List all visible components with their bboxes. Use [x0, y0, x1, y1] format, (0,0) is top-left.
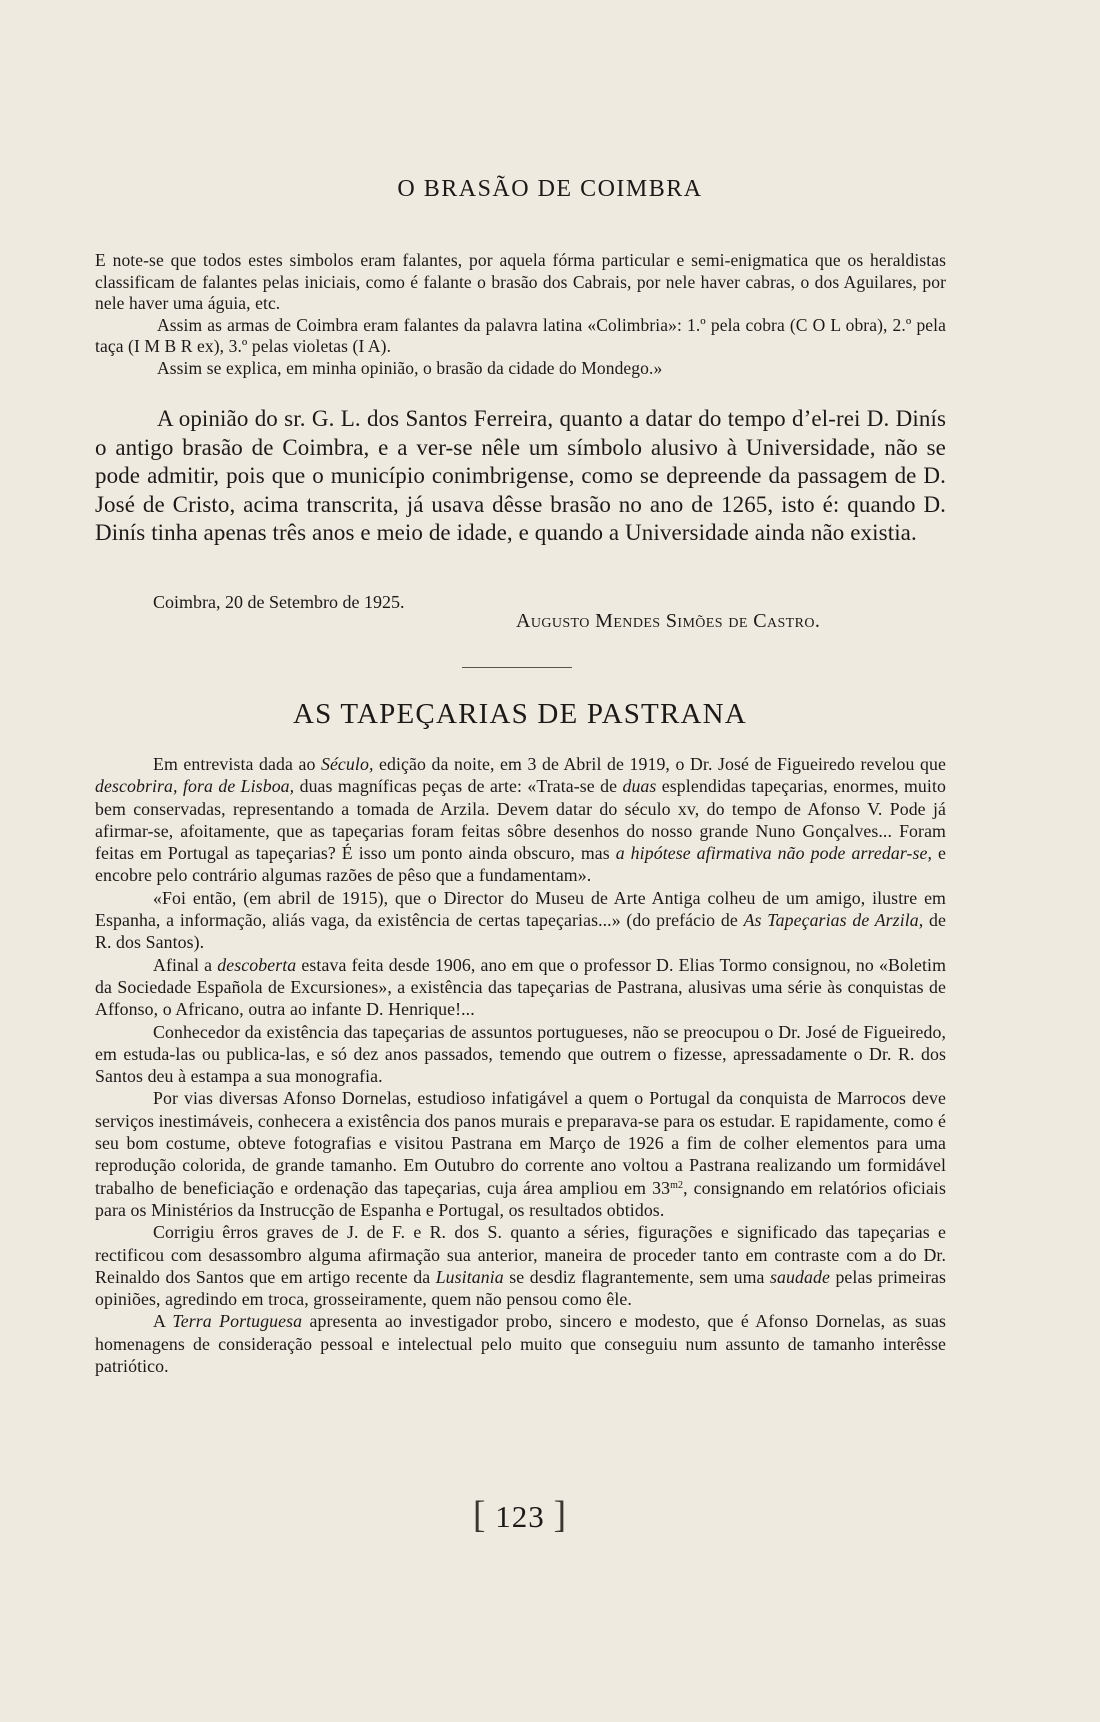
- section-divider: [462, 667, 572, 668]
- dateline: Coimbra, 20 de Setembro de 1925.: [153, 592, 405, 612]
- body-paragraph-1: Em entrevista dada ao Século, edição da noite, em 3 de Abril de 1919, o Dr. José de Figueiredo revelou que descobrira, fora de Lisboa, duas magníficas peças de arte: «Trata-se de duas esplendidas tapeçarias, enormes, muito bem conservadas, representando a tomada de Arzila. Devem datar do século xv, do tempo de Afonso V. Pode já afirmar-se, afoitamente, que as tapeçarias foram feitas sôbre desenhos do nosso grande Nuno Gonçalves... Foram feitas em Portugal as tapeçarias? É isso um ponto ainda obscuro, mas a hipótese afirmativa não pode arredar-se, e encobre pelo contrário algumas razões de pêso que a fundamentam».: [95, 754, 946, 886]
- body-paragraph-4: Conhecedor da existência das tapeçarias de assuntos portugueses, não se preocupou o Dr. José de Figueiredo, em estuda-las ou publica-las, e só dez anos passados, temendo que outrem o fizesse, apressadamente o Dr. R. dos Santos deu à estampa a sua monografia.: [95, 1021, 946, 1087]
- body-paragraph-7: A Terra Portuguesa apresenta ao investigador probo, sincero e modesto, que é Afonso Dornelas, as suas homenagens de consideração pessoal e intelectual pelo muito que conseguiu num assunto de tamanho interêsse patriótico.: [95, 1311, 946, 1377]
- conclusion-passage: [95, 405, 946, 548]
- quote-paragraph-2: Assim as armas de Coimbra eram falantes da palavra latina «Colimbria»: 1.º pela cobra (C O L obra), 2.º pela taça (I M B R ex), 3.º pelas violetas (I A).: [95, 314, 946, 357]
- author-signature: Augusto Mendes Simões de Castro.: [516, 610, 821, 632]
- article-title-brasao: O BRASÃO DE COIMBRA: [397, 176, 703, 202]
- quote-paragraph-1: E note-se que todos estes simbolos eram falantes, por aquela fórma particular e semi-enigmatica que os heraldistas classificam de falantes pelas iniciais, como é falante o brasão dos Cabrais, por nele haver cabras, o dos Aguilares, por nele haver uma águia, etc.: [95, 250, 946, 314]
- page-number-value: 123: [495, 1499, 545, 1534]
- article-title-tapecarias: AS TAPEÇARIAS DE PASTRANA: [293, 698, 747, 730]
- quoted-passage: [95, 250, 946, 380]
- article-body: [95, 753, 946, 1377]
- body-paragraph-5: Por vias diversas Afonso Dornelas, estudioso infatigável a quem o Portugal da conquista de Marrocos deve serviços inestimáveis, conhecera a existência dos panos murais e preparava-se para os estudar. E rapidamente, como é seu bom costume, obteve fotografias e visitou Pastrana em Março de 1926 a fim de colher elementos para uma reprodução colorida, de grande tamanho. Em Outubro do corrente ano voltou a Pastrana realizando um formidável trabalho de beneficiação e ordenação das tapeçarias, cuja área ampliou em $33^{m2}$, consignando em relatórios oficiais para os Ministérios da Instrucção de Espanha e Portugal, os resultados obtidos.: [95, 1088, 946, 1220]
- body-paragraph-3: Afinal a descoberta estava feita desde 1906, ano em que o professor D. Elias Tormo consignou, no «Boletim da Sociedade Española de Excursiones», a existência das tapeçarias de Pastrana, alusivas uma série às conquistas de Affonso, o Africano, outra ao infante D. Henrique!...: [95, 954, 947, 1020]
- bracket-right: ]: [553, 1494, 568, 1536]
- body-paragraph-6: Corrigiu êrros graves de J. de F. e R. dos S. quanto a séries, figurações e significado das tapeçarias e rectificou com desassombro alguma afirmação sua anterior, maneira de proceder tanto em contraste com a do Dr. Reinaldo dos Santos que em artigo recente da Lusitania se desdiz flagrantemente, sem uma saudade pelas primeiras opiniões, agredindo em troca, grosseiramente, quem não pensou como êle.: [95, 1222, 946, 1310]
- page-number: [0, 1493, 1040, 1537]
- conclusion-paragraph: A opinião do sr. G. L. dos Santos Ferreira, quanto a datar do tempo d’el-rei D. Dinís o antigo brasão de Coimbra, e a ver-se nêle um símbolo alusivo à Universidade, não se pode admitir, pois que o município conimbrigense, como se depreende da passagem de D. José de Cristo, acima transcrita, já usava dêsse brasão no ano de 1265, isto é: quando D. Dinís tinha apenas três anos e meio de idade, e quando a Universidade ainda não existia.: [95, 406, 946, 545]
- body-paragraph-2: «Foi então, (em abril de 1915), que o Director do Museu de Arte Antiga colheu de um amigo, ilustre em Espanha, a informação, aliás vaga, da existência de certas tapeçarias...» (do prefácio de As Tapeçarias de Arzila, de R. dos Santos).: [95, 887, 946, 953]
- bracket-left: [: [472, 1494, 487, 1536]
- quote-paragraph-3: Assim se explica, em minha opinião, o brasão da cidade do Mondego.»: [157, 357, 663, 378]
